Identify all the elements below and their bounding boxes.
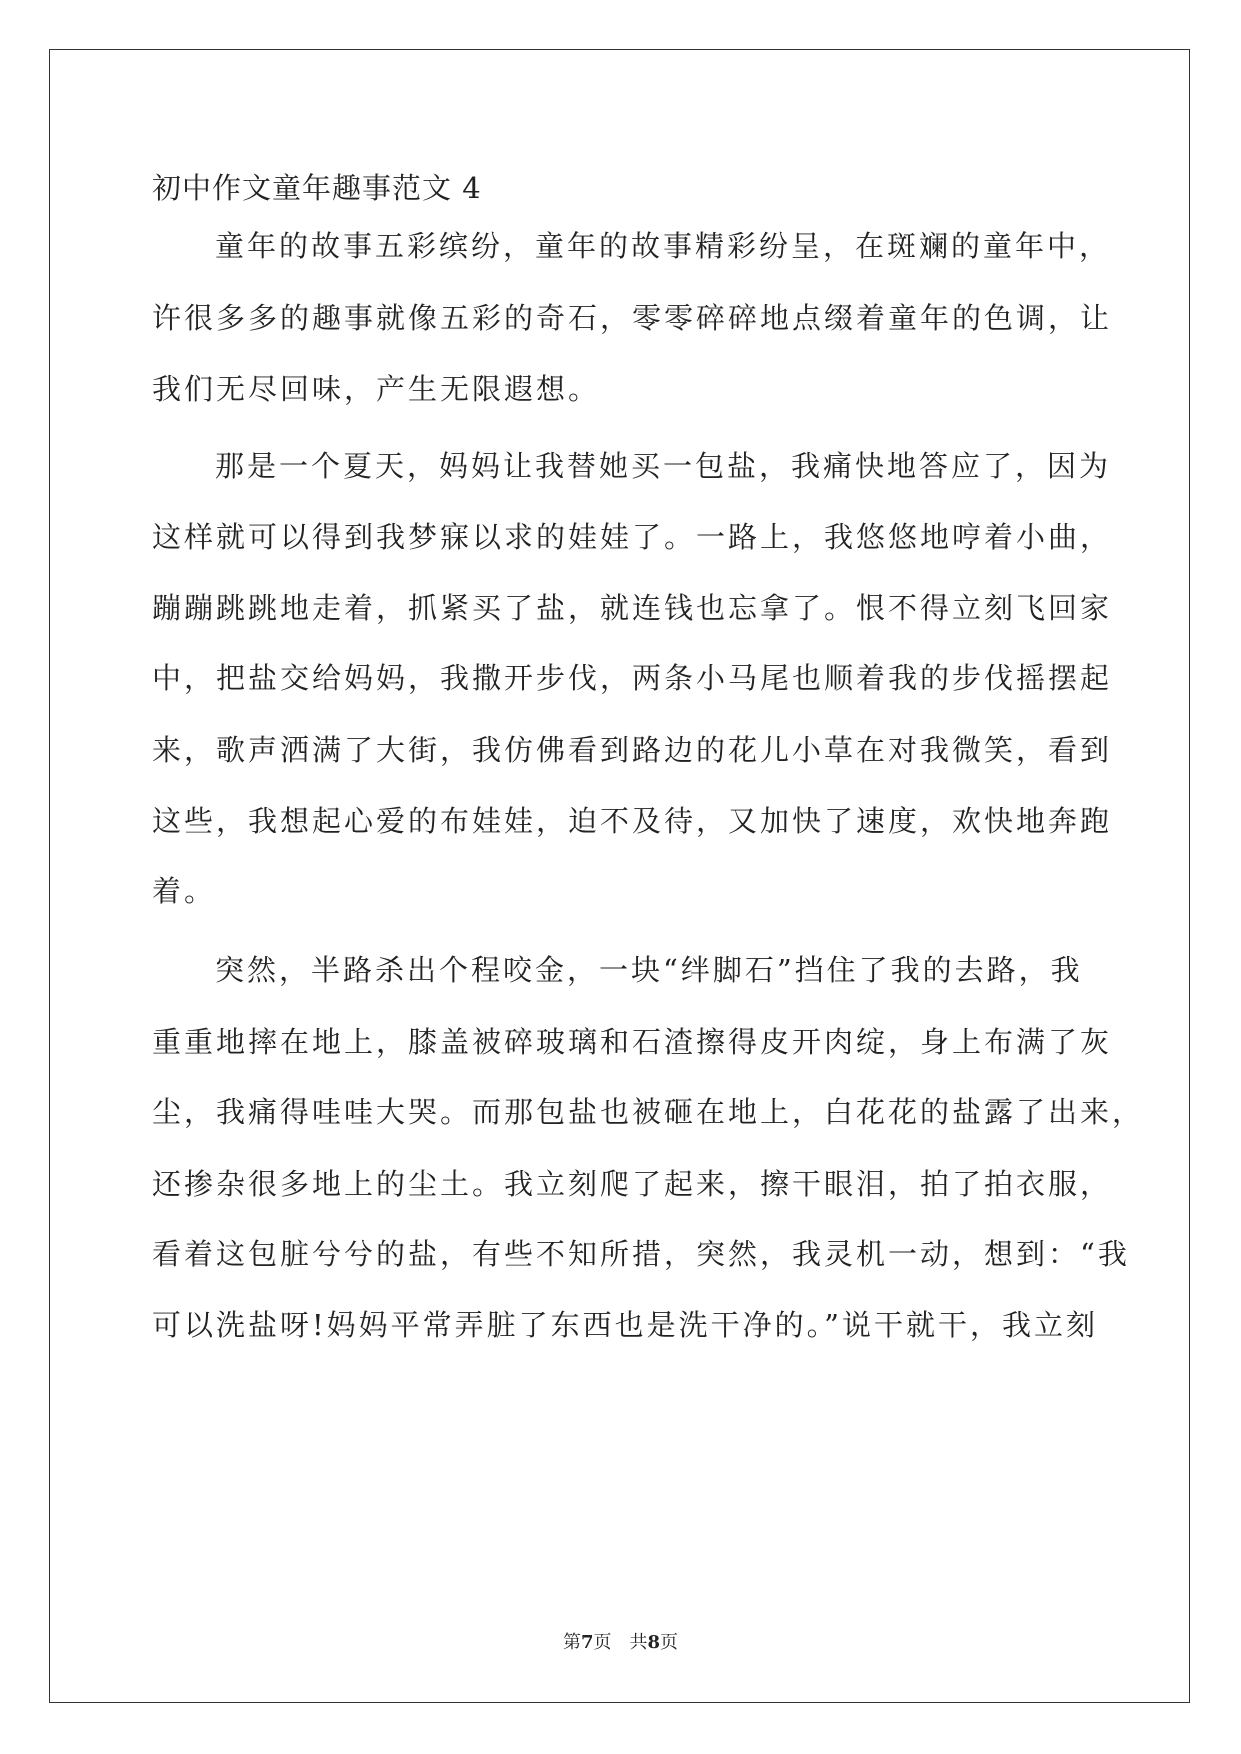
text-line: 那是一个夏天，妈妈让我替她买一包盐，我痛快地答应了，因为 xyxy=(215,449,1112,483)
text-line: 可以洗盐呀!妈妈平常弄脏了东西也是洗干净的。”说干就干，我立刻 xyxy=(152,1308,1098,1342)
text-line: 许很多多的趣事就像五彩的奇石，零零碎碎地点缀着童年的色调，让 xyxy=(152,301,1113,335)
footer-prefix: 第 xyxy=(562,1632,581,1653)
text-line: 还掺杂很多地上的尘土。我立刻爬了起来，擦干眼泪，拍了拍衣服， xyxy=(152,1167,1113,1201)
text-line: 中，把盐交给妈妈，我撒开步伐，两条小马尾也顺着我的步伐摇摆起 xyxy=(152,661,1113,695)
footer-mid: 页 共 xyxy=(593,1632,648,1653)
footer-current-page: 7 xyxy=(580,1632,594,1653)
text-line: 我们无尽回味，产生无限遐想。 xyxy=(152,372,601,406)
footer-suffix: 页 xyxy=(660,1632,679,1653)
page-footer xyxy=(0,1632,1241,1654)
text-line: 这样就可以得到我梦寐以求的娃娃了。一路上，我悠悠地哼着小曲， xyxy=(152,520,1113,554)
text-line: 蹦蹦跳跳地走着，抓紧买了盐，就连钱也忘拿了。恨不得立刻飞回家 xyxy=(152,591,1113,625)
text-line: 着。 xyxy=(152,874,217,908)
page-border xyxy=(49,49,1190,1703)
document-title: 初中作文童年趣事范文 4 xyxy=(152,171,482,205)
text-line: 突然，半路杀出个程咬金，一块“绊脚石”挡住了我的去路，我 xyxy=(215,953,1083,987)
footer-total-pages: 8 xyxy=(647,1632,661,1653)
text-line: 来，歌声洒满了大街，我仿佛看到路边的花儿小草在对我微笑，看到 xyxy=(152,733,1113,767)
text-line: 这些，我想起心爱的布娃娃，迫不及待，又加快了速度，欢快地奔跑 xyxy=(152,804,1113,838)
text-line: 重重地摔在地上，膝盖被碎玻璃和石渣擦得皮开肉绽，身上布满了灰 xyxy=(152,1025,1113,1059)
text-line: 看着这包脏兮兮的盐，有些不知所措，突然，我灵机一动，想到：“我 xyxy=(152,1237,1130,1271)
text-line: 童年的故事五彩缤纷，童年的故事精彩纷呈，在斑斓的童年中， xyxy=(215,229,1112,263)
text-line: 尘，我痛得哇哇大哭。而那包盐也被砸在地上，白花花的盐露了出来， xyxy=(152,1095,1145,1129)
